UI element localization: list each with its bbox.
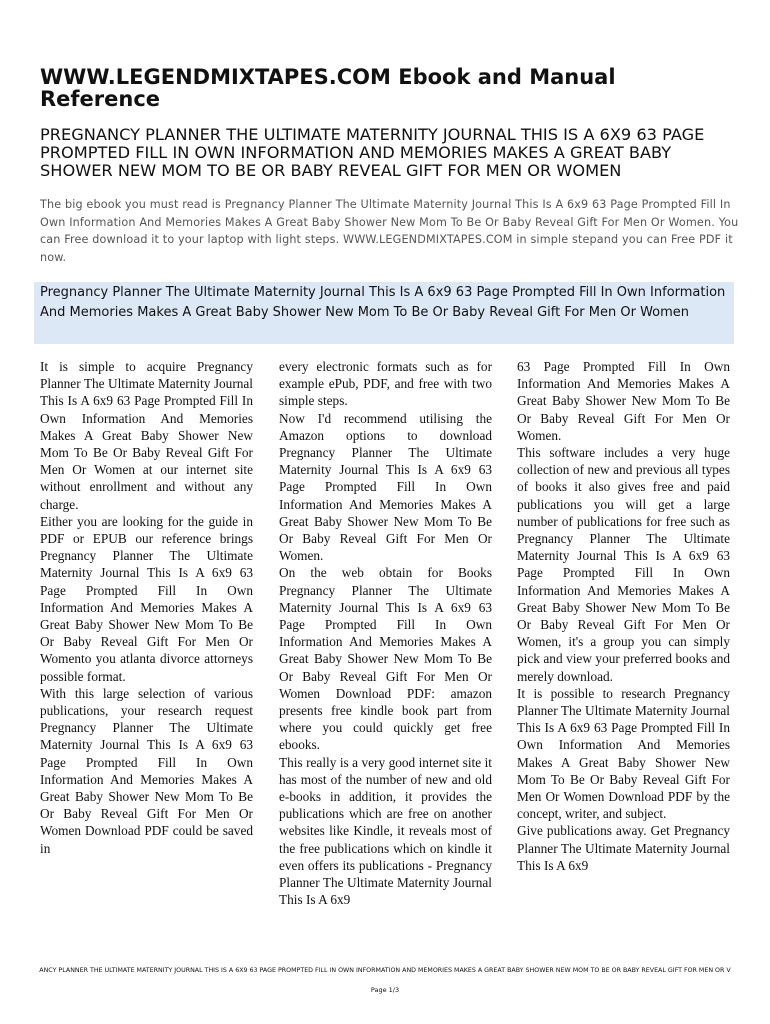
book-title: PREGNANCY PLANNER THE ULTIMATE MATERNITY JOURNAL THIS IS A 6X9 63 PAGE PROMPTED FILL IN OWN INFORMATION AND MEMORIES MAKES A GREAT BABY SHOWER NEW MOM TO BE OR BABY REVEAL GIFT FOR MEN OR WOMEN [40,125,705,180]
body-paragraph: With this large selection of various publications, your research request Pregnancy Planner The Ultimate Maternity Journal This Is A 6x9 63 Page Prompted Fill In Own Information And Memories Makes A Great Baby Shower New Mom To Be Or Baby Reveal Gift For Men Or Women Download PDF could be saved in [40,685,253,856]
intro-paragraph: The big ebook you must read is Pregnancy Planner The Ultimate Maternity Journal This Is A 6x9 63 Page Prompted Fill In Own Information And Memories Makes A Great Baby Shower New Mom To Be Or Baby Reveal Gift For Men Or Women. You can Free download it to your laptop with light steps. WWW.LEGENDMIXTAPES.COM in simple stepand you can Free PDF it now. [40,198,739,264]
body-column-2 [279,358,492,948]
body-paragraph: Now I'd recommend utilising the Amazon options to download Pregnancy Planner The Ultimate Maternity Journal This Is A 6x9 63 Page Prompted Fill In Own Information And Memories Makes A Great Baby Shower New Mom To Be Or Baby Reveal Gift For Men Or Women. [279,410,492,564]
body-paragraph: every electronic formats such as for example ePub, PDF, and free with two simple steps. [279,359,492,409]
footer-running-title: ANCY PLANNER THE ULTIMATE MATERNITY JOURNAL THIS IS A 6X9 63 PAGE PROMPTED FILL IN OWN INFORMATION AND MEMORIES MAKES A GREAT BABY SHOWER NEW MOM TO BE OR BABY REVEAL GIFT FOR MEN OR V [39,967,731,974]
body-paragraph: On the web obtain for Books Pregnancy Planner The Ultimate Maternity Journal This Is A 6x9 63 Page Prompted Fill In Own Information And Memories Makes A Great Baby Shower New Mom To Be Or Baby Reveal Gift For Men Or Women Download PDF: amazon presents free kindle book part from where you could quickly get free ebooks. [279,565,492,753]
body-column-1 [40,358,253,948]
page-number: Page 1/3 [370,986,400,994]
body-paragraph: It is possible to research Pregnancy Planner The Ultimate Maternity Journal This Is A 6x9 63 Page Prompted Fill In Own Information And Memories Makes A Great Baby Shower New Mom To Be Or Baby Reveal Gift For Men Or Women Download PDF by the concept, writer, and subject. [517,685,730,822]
body-paragraph: Give publications away. Get Pregnancy Planner The Ultimate Maternity Journal This Is A 6x9 [517,823,730,873]
highlighted-title-box: Pregnancy Planner The Ultimate Maternity Journal This Is A 6x9 63 Page Prompted Fill In Own Information And Memories Makes A Great Baby Shower New Mom To Be Or Baby Reveal Gift For Men Or Women [34,282,734,344]
body-paragraph: This really is a very good internet site it has most of the number of new and old e-books in addition, it provides the publications which are free on another websites like Kindle, it reveals most of the free publications which on kindle it even offers its publications - Pregnancy Planner The Ultimate Maternity Journal This Is A 6x9 [279,754,492,908]
body-paragraph: It is simple to acquire Pregnancy Planner The Ultimate Maternity Journal This Is A 6x9 63 Page Prompted Fill In Own Information And Memories Makes A Great Baby Shower New Mom To Be Or Baby Reveal Gift For Men Or Women at our internet site without enrollment and without any charge. [40,359,253,512]
body-paragraph: Either you are looking for the guide in PDF or EPUB our reference brings Pregnancy Planner The Ultimate Maternity Journal This Is A 6x9 63 Page Prompted Fill In Own Information And Memories Makes A Great Baby Shower New Mom To Be Or Baby Reveal Gift For Men Or Womento you atlanta divorce attorneys possible format. [40,513,253,684]
body-paragraph: 63 Page Prompted Fill In Own Information And Memories Makes A Great Baby Shower New Mom To Be Or Baby Reveal Gift For Men Or Women. [517,359,730,443]
body-column-3 [517,358,730,948]
site-title: WWW.LEGENDMIXTAPES.COM Ebook and Manual Reference [40,65,616,111]
body-paragraph: This software includes a very huge collection of new and previous all types of books it also gives free and paid publications you will get a large number of publications for free such as Pregnancy Planner The Ultimate Maternity Journal This Is A 6x9 63 Page Prompted Fill In Own Information And Memories Makes A Great Baby Shower New Mom To Be Or Baby Reveal Gift For Men Or Women, it's a group you can simply pick and view your preferred books and merely download. [517,445,730,684]
